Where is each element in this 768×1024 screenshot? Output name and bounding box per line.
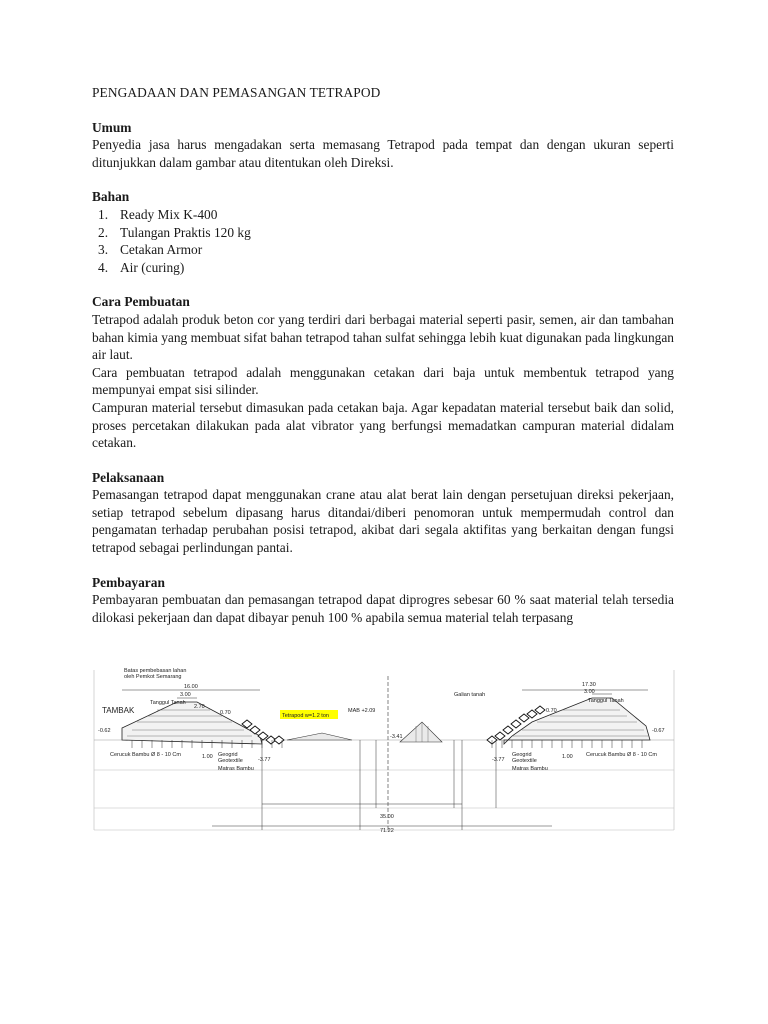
left-embankment (122, 702, 262, 744)
label-matras-right: Matras Bambu (512, 766, 548, 772)
paragraph-pelaksanaan: Pemasangan tetrapod dapat menggunakan crane atau alat berat lain dengan persetujuan direksi pekerjaan, setiap tetrapod sebelum dipasang harus ditandai/diberi penomoran untuk mempermudah control dan pengamatan terhadap perubahan posisi tetrapod, akibat dari segala aktifitas yang berkaitan dengan fungsi tetrapod sebagai perlindungan pantai. (92, 487, 674, 556)
label-geogrid-left: Geogrid (218, 752, 238, 758)
heading-bahan: Bahan (92, 189, 130, 205)
label-matras-left: Matras Bambu (218, 766, 254, 772)
paragraph-cara-3: Campuran material tersebut dimasukan pada cetakan baja. Agar kepadatan material tersebut baik dan solid, proses percetakan dilakukan pada alat vibrator yang berfungsi memadatkan campuran material didalam cetakan. (92, 399, 674, 451)
label-tambak: TAMBAK (102, 706, 135, 715)
elev-minus-0-62: -0.62 (98, 728, 111, 734)
bahan-list (92, 206, 674, 276)
cross-section-drawing (92, 660, 676, 836)
note-pemkot: oleh Pemkot Semarang (124, 674, 182, 680)
label-mab: MAB +2.09 (348, 708, 376, 714)
dim-16: 16.00 (184, 684, 198, 690)
section-pembayaran (92, 574, 674, 627)
note-batas-lahan: Batas pembebasan lahan (124, 668, 187, 674)
label-galian-tanah: Galian tanah (454, 692, 486, 698)
dim-35: 35.00 (380, 814, 394, 820)
section-cara-pembuatan (92, 293, 674, 451)
elev-minus-0-67: -0.67 (652, 728, 665, 734)
center-mound (388, 676, 442, 830)
section-umum (92, 119, 674, 172)
elev-minus-3-77-left: -3.77 (258, 757, 271, 763)
page-title: PENGADAAN DAN PEMASANGAN TETRAPOD (92, 85, 381, 100)
dim-2-70: 2.70 (194, 704, 205, 710)
paragraph-pembayaran: Pembayaran pembuatan dan pemasangan tetrapod dapat diprogres sebesar 60 % saat material telah tersedia dilokasi pekerjaan dan dapat dibayar penuh 100 % apabila semua material telah terpasang (92, 592, 674, 625)
paragraph-umum: Penyedia jasa harus mengadakan serta memasang Tetrapod pada tempat dan dengan ukuran seperti ditunjukkan dalam gambar atau ditentukan oleh Direksi. (92, 137, 674, 170)
elev-0-70-right: 0.70 (546, 708, 557, 714)
dim-71-22: 71.22 (380, 828, 394, 834)
heading-pelaksanaan: Pelaksanaan (92, 469, 165, 485)
heading-pembayaran: Pembayaran (92, 574, 165, 590)
list-item: 4. Air (curing) (98, 259, 185, 275)
list-item: 2. Tulangan Praktis 120 kg (98, 224, 251, 240)
label-geotextile-left: Geotextile (218, 758, 243, 764)
paragraph-cara-2: Cara pembuatan tetrapod adalah menggunakan cetakan dari baja untuk membentuk tetrapod yang mempunyai empat sisi silinder. (92, 364, 674, 398)
label-tanggul-right: Tanggul Tanah (588, 698, 624, 704)
elev-minus-3-41: -3.41 (390, 734, 403, 740)
list-item: 1. Ready Mix K-400 (98, 206, 218, 222)
section-bahan (92, 188, 674, 276)
dim-1-left: 1.00 (202, 754, 213, 760)
label-geogrid-right: Geogrid (512, 752, 532, 758)
label-cerucuk-left: Cerucuk Bambu Ø 8 - 10 Cm (110, 752, 181, 758)
list-item: 3. Cetakan Armor (98, 242, 203, 258)
center-left-mound (287, 733, 352, 740)
paragraph-cara-1: Tetrapod adalah produk beton cor yang terdiri dari berbagai material seperti pasir, semen, air dan tambahan bahan kimia yang membuat sifat bahan tetrapod tahan sulfat sehingga lebih kuat digunakan pada lingkungan air laut. (92, 311, 674, 363)
dim-3-right: 3.00 (584, 689, 595, 695)
heading-umum: Umum (92, 119, 132, 135)
heading-cara-pembuatan: Cara Pembuatan (92, 294, 190, 310)
label-tanggul-left: Tanggul Tanah (150, 700, 186, 706)
label-cerucuk-right: Cerucuk Bambu Ø 8 - 10 Cm (586, 752, 657, 758)
dim-1-right: 1.00 (562, 754, 573, 760)
label-tetrapod: Tetrapod w=1.2 ton (282, 713, 329, 719)
dim-3-left: 3.00 (180, 692, 191, 698)
document-body (92, 84, 674, 643)
dim-17-30: 17.30 (582, 682, 596, 688)
elev-minus-3-77-right: -3.77 (492, 757, 505, 763)
section-pelaksanaan (92, 469, 674, 557)
elev-0-70-left: 0.70 (220, 710, 231, 716)
label-geotextile-right: Geotextile (512, 758, 537, 764)
